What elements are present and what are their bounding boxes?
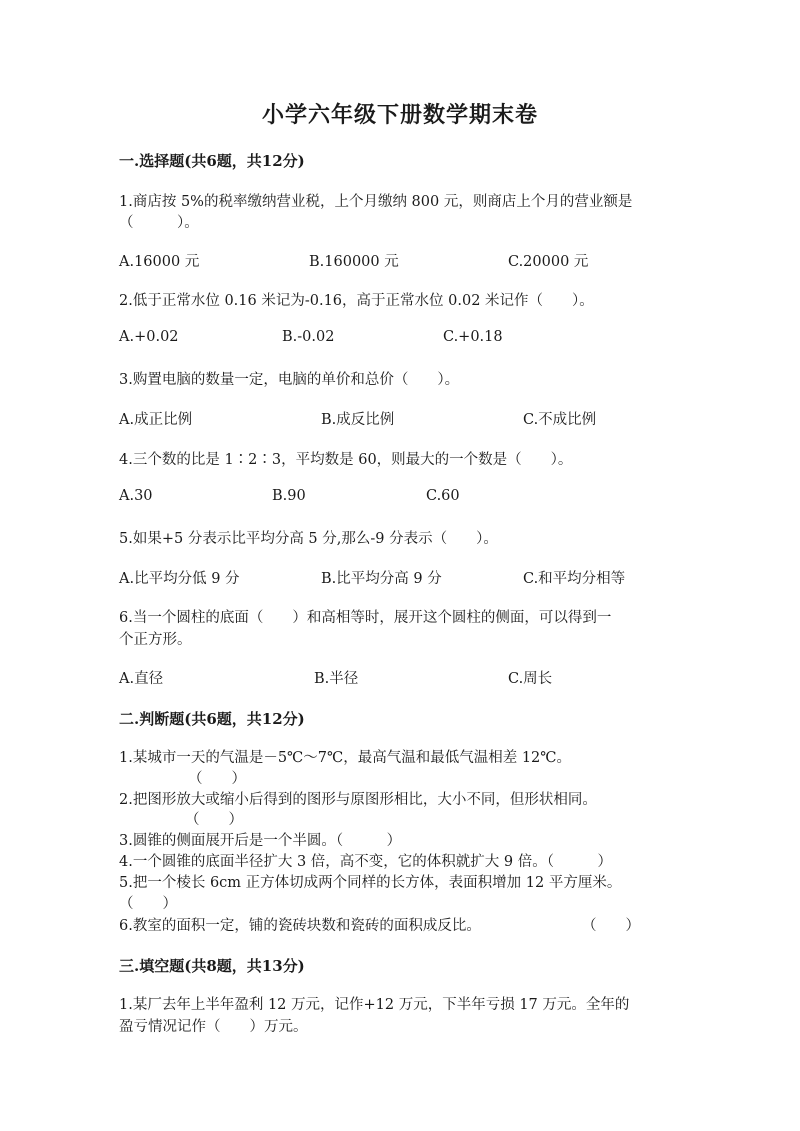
question-text: 1.商店按 5%的税率缴纳营业税，上个月缴纳 800 元，则商店上个月的营业额是 — [119, 194, 633, 210]
option-a: A.30 — [119, 488, 153, 504]
option-b: B.160000 元 — [309, 254, 399, 270]
section-heading-fill-blank: 三.填空题(共8题，共13分) — [119, 957, 305, 975]
option-c: C.60 — [426, 488, 460, 504]
option-a: A.成正比例 — [119, 412, 193, 428]
question-text: 个正方形。 — [119, 632, 192, 648]
page-title: 小学六年级下册数学期末卷 — [261, 102, 538, 128]
section-heading-judgment: 二.判断题(共6题，共12分) — [119, 710, 305, 728]
option-c: C.20000 元 — [508, 254, 589, 270]
judgment-item: 4.一个圆锥的底面半径扩大 3 倍，高不变，它的体积就扩大 9 倍。（ ） — [119, 854, 612, 870]
judgment-item: 1.某城市一天的气温是－5℃～7℃，最高气温和最低气温相差 12℃。 — [119, 750, 572, 766]
judgment-item: 6.教室的面积一定，铺的瓷砖块数和瓷砖的面积成反比。 — [119, 918, 481, 934]
option-c: C.不成比例 — [523, 412, 597, 428]
answer-paren: （ ） — [582, 918, 640, 934]
question-text: 1.某厂去年上半年盈利 12 万元，记作+12 万元，下半年亏损 17 万元。全年的 — [119, 997, 630, 1013]
answer-paren: （ ） — [119, 896, 177, 912]
question-text: 6.当一个圆柱的底面（ ）和高相等时，展开这个圆柱的侧面，可以得到一 — [119, 610, 612, 626]
question-text: 2.低于正常水位 0.16 米记为-0.16，高于正常水位 0.02 米记作（ ）。 — [119, 293, 594, 309]
question-text: （ ）。 — [119, 215, 199, 231]
option-c: C.和平均分相等 — [523, 571, 626, 587]
option-b: B.90 — [272, 488, 306, 504]
question-text: 4.三个数的比是 1∶2∶3，平均数是 60，则最大的一个数是（ ）。 — [119, 452, 573, 468]
judgment-item: 3.圆锥的侧面展开后是一个半圆。（ ） — [119, 833, 402, 849]
option-c: C.+0.18 — [443, 329, 503, 345]
option-a: A.直径 — [119, 671, 164, 687]
option-a: A.+0.02 — [119, 329, 179, 345]
answer-paren: （ ） — [185, 812, 243, 828]
option-b: B.成反比例 — [321, 412, 395, 428]
option-b: B.半径 — [314, 671, 359, 687]
option-b: B.比平均分高 9 分 — [321, 571, 442, 587]
option-a: A.16000 元 — [119, 254, 200, 270]
section-heading-choice: 一.选择题(共6题，共12分) — [119, 152, 305, 170]
option-a: A.比平均分低 9 分 — [119, 571, 240, 587]
question-text: 盈亏情况记作（ ）万元。 — [119, 1019, 308, 1035]
option-b: B.-0.02 — [282, 329, 335, 345]
question-text: 5.如果+5 分表示比平均分高 5 分,那么-9 分表示（ ）。 — [119, 531, 498, 547]
question-text: 3.购置电脑的数量一定，电脑的单价和总价（ ）。 — [119, 372, 460, 388]
option-c: C.周长 — [508, 671, 553, 687]
judgment-item: 5.把一个棱长 6cm 正方体切成两个同样的长方体，表面积增加 12 平方厘米。 — [119, 875, 622, 891]
answer-paren: （ ） — [188, 771, 246, 787]
judgment-item: 2.把图形放大或缩小后得到的图形与原图形相比，大小不同，但形状相同。 — [119, 792, 597, 808]
